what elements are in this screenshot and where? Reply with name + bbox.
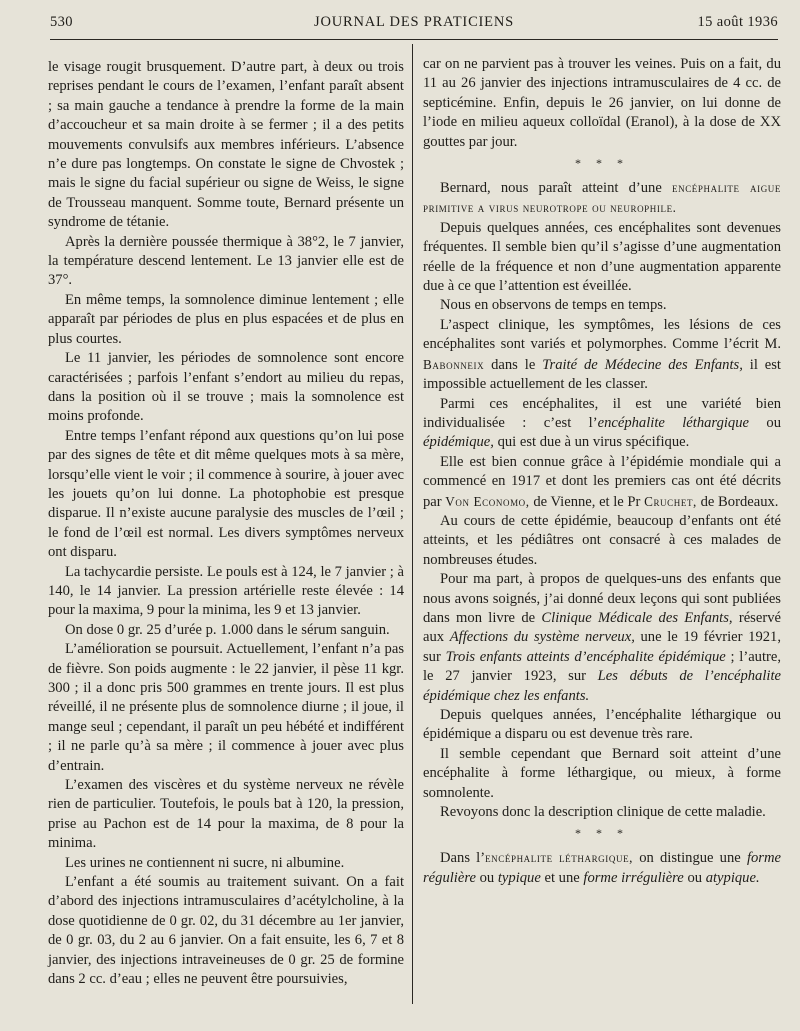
- paragraph: Revoyons donc la description clinique de cette maladie.: [440, 804, 766, 821]
- text-run: de Bordeaux.: [700, 493, 779, 510]
- author-name: Cruchet,: [644, 493, 697, 509]
- small-caps-term: encéphalite léthargique,: [485, 850, 634, 866]
- text-run: ou: [479, 869, 495, 886]
- text-run: il est impossible actuellement de les classer.: [423, 356, 781, 393]
- paragraph: [423, 178, 781, 219]
- paragraph: Entre temps l’enfant répond aux questions qu’on lui pose par des signes de tête et dit même quelques mots à sa mère, lorsqu’elle vient le voir ; il commence à sourire, à jouer avec les jouets qu’on lui donne. La photophobie est presque disparue. Il n’existe aucune paralysie des muscles de l’œil ; le fond de l’œil est normal. Les divers symptômes nerveux ont disparu.: [48, 427, 404, 561]
- text-run: Bernard, nous paraît atteint d’une: [440, 180, 662, 197]
- text-run: Dans l’: [440, 850, 486, 867]
- section-separator: * * *: [575, 826, 629, 841]
- paragraph: La tachycardie persiste. Le pouls est à 124, le 7 janvier ; à 140, le 14 janvier. La pression artérielle reste élevée : 14 pour la maxima, 9 pour la minima, les 9 et 13 janvier.: [48, 563, 404, 619]
- section-separator: * * *: [575, 156, 629, 171]
- text-run: L’aspect clinique, les symptômes, les lésions de ces encéphalites sont variés et polymorphes. Comme l’écrit M.: [423, 316, 781, 353]
- text-run: de Vienne, et le Pr: [533, 493, 641, 510]
- column-divider: [412, 44, 413, 1004]
- italic-term: atypique.: [705, 869, 760, 886]
- text-run: dans le: [491, 356, 536, 373]
- paragraph: Il semble cependant que Bernard soit atteint d’une encéphalite à forme léthargique, ou mieux, à forme somnolente.: [423, 745, 781, 801]
- author-name: Babonneix: [423, 356, 485, 372]
- italic-term: typique: [497, 869, 541, 886]
- book-title: Traité de Médecine des Enfants,: [542, 356, 743, 373]
- paragraph: Les urines ne contiennent ni sucre, ni albumine.: [65, 854, 345, 871]
- text-run: ; l’autre, le 27 janvier 1923, sur: [423, 648, 782, 685]
- small-caps-term: encéphalite aigue primitive a virus neurotrope ou neurophile.: [423, 180, 782, 216]
- text-run: ou: [687, 869, 703, 886]
- text-run: Parmi ces encéphalites, il est une variété bien individualisée : c’est l’: [423, 395, 781, 431]
- author-name: Von Economo,: [445, 493, 530, 509]
- italic-term: encéphalite léthargique: [597, 414, 749, 431]
- lesson-title: Trois enfants atteints d’encéphalite épidémique: [445, 648, 726, 665]
- paragraph: Au cours de cette épidémie, beaucoup d’enfants ont été atteints, et les pédiâtres ont consacré à ces malades de nombreuses études.: [423, 512, 781, 568]
- text-run: et une: [544, 869, 580, 886]
- page-header: [50, 14, 778, 38]
- text-run: ou: [766, 414, 781, 431]
- text-run: Elle est bien connue grâce à l’épidémie mondiale qui a commencé en 1917 et dont les premiers cas ont été décrits par: [423, 453, 781, 510]
- right-column: [423, 55, 781, 888]
- text-run: qui est due à un virus spécifique.: [497, 434, 690, 451]
- book-title: Clinique Médicale des Enfants,: [541, 609, 733, 626]
- issue-date: 15 août 1936: [697, 14, 778, 30]
- page-number: 530: [50, 14, 73, 30]
- paragraph: car on ne parvient pas à trouver les veines. Puis on a fait, du 11 au 26 janvier des injections intramusculaires de 4 cc. de septicémine. Enfin, depuis le 26 janvier, on lui donne de l’iode en milieu aqueux colloïdal (Eranol), à la dose de XX gouttes par jour.: [423, 56, 781, 150]
- paragraph: On dose 0 gr. 25 d’urée p. 1.000 dans le sérum sanguin.: [65, 621, 390, 638]
- paragraph: le visage rougit brusquement. D’autre part, à deux ou trois reprises pendant le cours de l’examen, l’enfant paraît absent ; sa main gauche a tendance à prendre la forme de la main d’accoucheur et sa main droite à se fermer ; il a des petits mouvements convulsifs aux membres inférieurs. L’absence n’e dure pas longtemps. On constate le signe de Chvostek ; mais le signe du facial supérieur ou signe de Weiss, le signe de Trousseau manquent. Somme toute, Bernard présente un syndrome de tétanie.: [48, 59, 404, 231]
- italic-term: épidémique,: [423, 434, 494, 451]
- paragraph: L’enfant a été soumis au traitement suivant. On a fait d’abord des injections intramusculaires d’acétylcholine, à la dose quotidienne de 0 gr. 02, du 31 décembre au 1er janvier, de 0 gr. 03, du 2 au 6 janvier. On a fait ensuite, les 6, 7 et 8 janvier, des injections intraveineuses de 0 gr. 25 de formine dans 2 cc. d’eau ; elles ne peuvent être poursuivies,: [48, 874, 404, 988]
- book-volume: Affections du système nerveux,: [449, 629, 635, 646]
- paragraph: Depuis quelques années, l’encéphalite léthargique ou épidémique a disparu ou est devenue très rare.: [423, 707, 781, 743]
- paragraph: [423, 316, 781, 395]
- paragraph: [423, 395, 781, 453]
- paragraph: [423, 570, 781, 706]
- lesson-title: Les débuts de l’encéphalite épidémique chez les enfants.: [423, 668, 781, 704]
- text-run: réservé aux: [423, 609, 781, 646]
- paragraph: [423, 848, 781, 888]
- paragraph: Nous en observons de temps en temps.: [440, 297, 667, 314]
- text-run: une le 19 février 1921, sur: [423, 629, 781, 665]
- paragraph: Depuis quelques années, ces encéphalites sont devenues fréquentes. Il semble bien qu’il s’agisse d’une augmentation réelle de la fréquence et non d’une augmentation apparente due à ce que l’attention est éveillée.: [423, 219, 781, 295]
- paragraph: Après la dernière poussée thermique à 38°2, le 7 janvier, la température descend lentement. Le 13 janvier elle est de 37°.: [48, 233, 404, 289]
- paragraph: [423, 453, 781, 512]
- header-rule: [50, 39, 778, 40]
- paragraph: En même temps, la somnolence diminue lentement ; elle apparaît par périodes de plus en plus espacées et de plus en plus courtes.: [48, 291, 404, 347]
- paragraph: L’examen des viscères et du système nerveux ne révèle rien de particulier. Toutefois, le pouls bat à 120, la pression, prise au Pachon est de 14 pour la maxima, de 8 pour la minima.: [48, 777, 404, 852]
- text-run: Pour ma part, à propos de quelques-uns des enfants que nous avons soignés, j’ai donné deux leçons qui sont publiées dans mon livre de: [423, 571, 781, 626]
- left-column: [48, 58, 404, 990]
- paragraph: L’amélioration se poursuit. Actuellement, l’enfant n’a pas de fièvre. Son poids augmente : le 22 janvier, il pèse 11 kgr. 300 ; il a donc pris 500 grammes en trente jours. Il est plus réveillé, il ne présente plus de somnolence diurne ; il joue, il mange seul ; cependant, il paraît un peu hébété et indifférent ; il ne parle qu’à sa mère ; il commence à jouer avec plus d’entrain.: [48, 641, 404, 774]
- text-run: on distingue une: [639, 850, 741, 867]
- italic-term: forme régulière: [423, 850, 781, 886]
- italic-term: forme irrégulière: [583, 869, 684, 886]
- paragraph: Le 11 janvier, les périodes de somnolence sont encore caractérisées ; parfois l’enfant s’endort au milieu du repas, dans la position où il se trouve ; mais la somnolence est moins profonde.: [48, 350, 404, 425]
- journal-title: JOURNAL DES PRATICIENS: [314, 14, 514, 30]
